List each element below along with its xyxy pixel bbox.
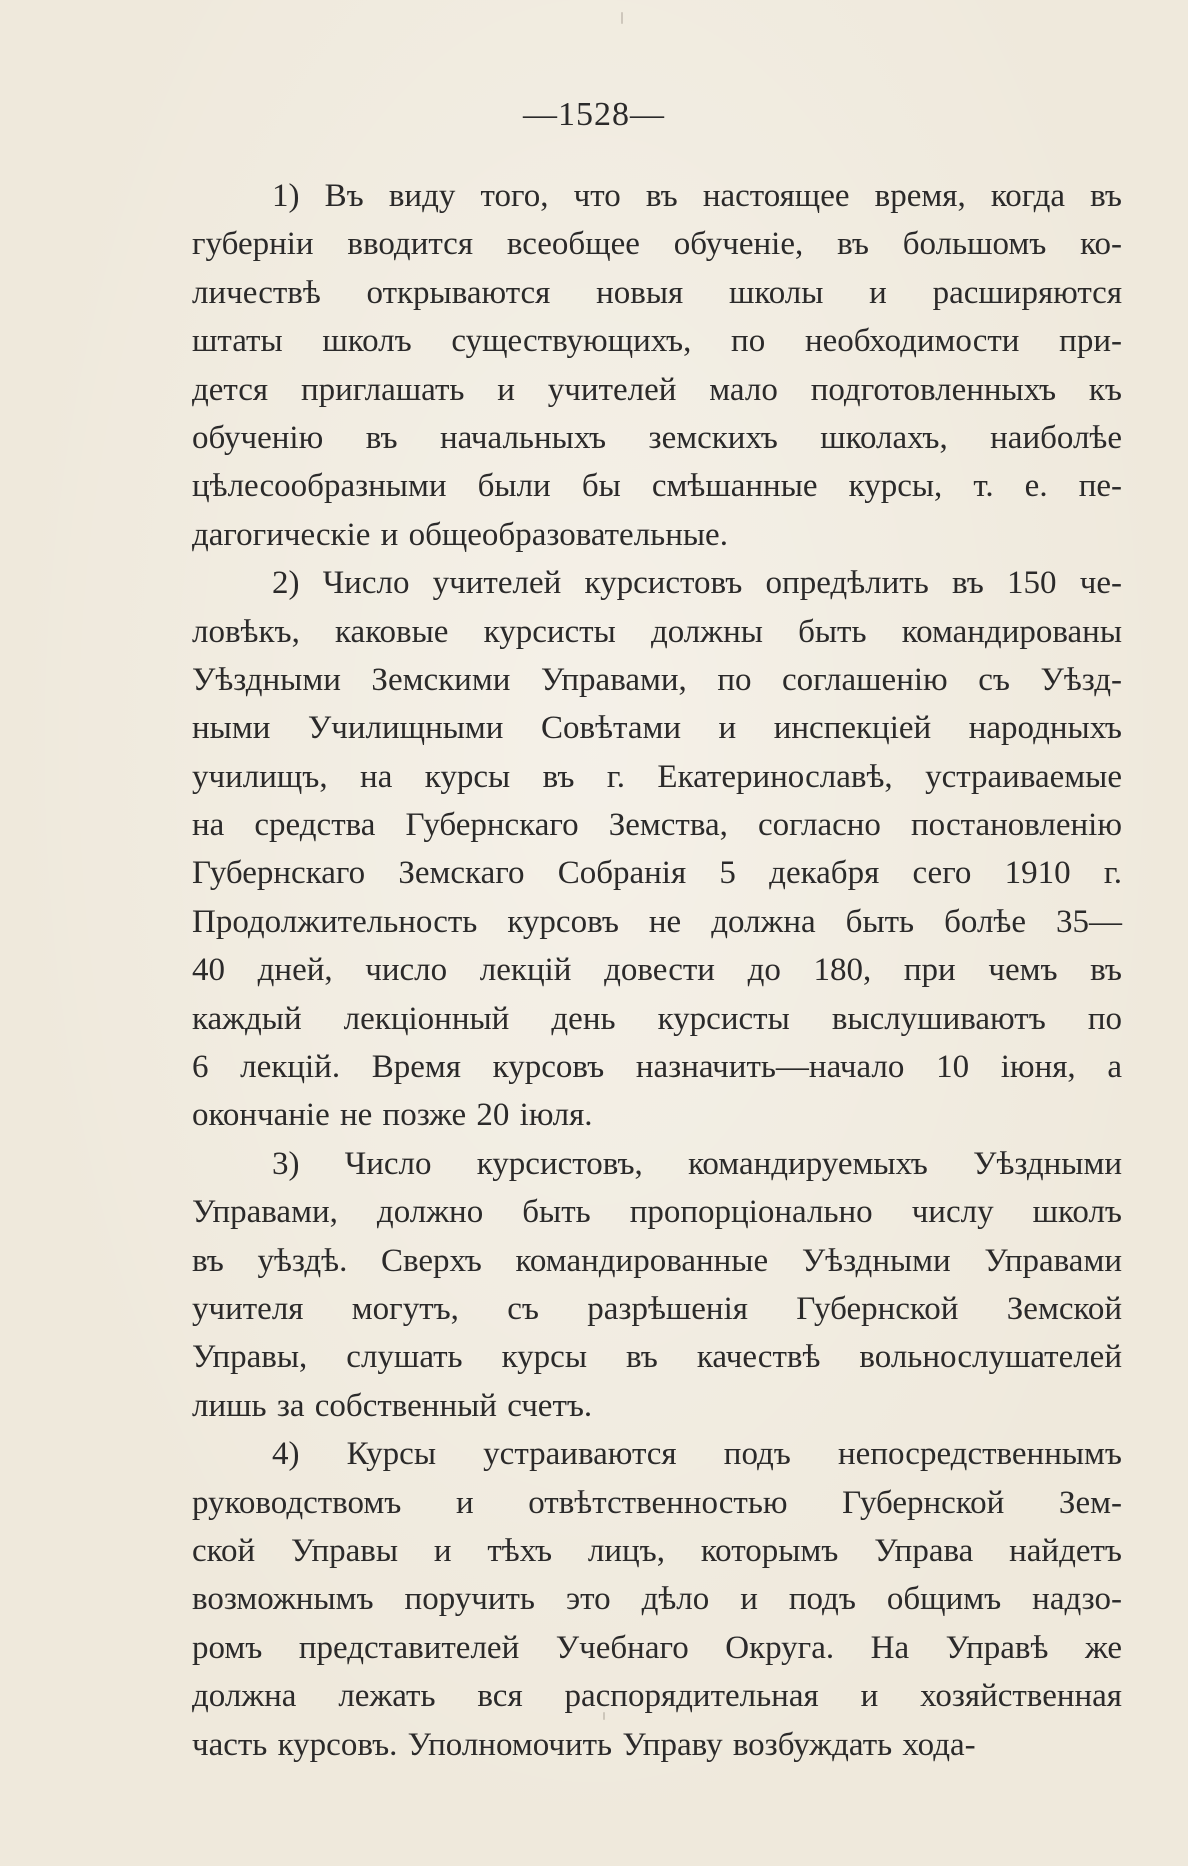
- text-line: Уѣздными Земскими Управами, по соглашенію съ Уѣзд-: [192, 661, 1122, 698]
- text-line: Управы, слушать курсы въ качествѣ вольнослушателей: [192, 1339, 1122, 1376]
- text-line: должна лежать вся распорядительная и хозяйственная: [192, 1678, 1122, 1715]
- text-line: лишь за собственный счетъ.: [192, 1387, 593, 1424]
- text-line: часть курсовъ. Уполномочить Управу возбуждать хода-: [192, 1726, 976, 1763]
- text-line: училищъ, на курсы въ г. Екатеринославѣ, устраиваемые: [192, 758, 1122, 795]
- text-line: ской Управы и тѣхъ лицъ, которымъ Управа найдетъ: [192, 1532, 1122, 1569]
- text-line: Продолжительность курсовъ не должна быть болѣе 35—: [192, 903, 1122, 940]
- text-line: дагогическіе и общеобразовательные.: [192, 516, 728, 553]
- text-line: Губернскаго Земскаго Собранія 5 декабря сего 1910 г.: [192, 855, 1122, 892]
- text-line: губерніи вводится всеобщее обученіе, въ большомъ ко-: [192, 226, 1122, 263]
- text-line: дется приглашать и учителей мало подготовленныхъ къ: [192, 371, 1122, 408]
- text-line: 1) Въ виду того, что въ настоящее время, когда въ: [272, 178, 1122, 214]
- text-line: Управами, должно быть пропорціонально числу школъ: [192, 1194, 1122, 1231]
- text-line: ромъ представителей Учебнаго Округа. На Управѣ же: [192, 1629, 1122, 1666]
- text-line: 40 дней, число лекцій довести до 180, при чемъ въ: [192, 952, 1122, 989]
- text-line: 6 лекцій. Время курсовъ назначить—начало 10 іюня, а: [192, 1049, 1122, 1086]
- text-line: 4) Курсы устраиваются подъ непосредственнымъ: [272, 1436, 1122, 1473]
- text-line: 3) Число курсистовъ, командируемыхъ Уѣздными: [272, 1145, 1122, 1182]
- text-line: окончаніе не позже 20 іюля.: [192, 1097, 593, 1134]
- text-line: учителя могутъ, съ разрѣшенія Губернской Земской: [192, 1290, 1122, 1327]
- body-text: [192, 172, 1122, 1769]
- text-line: личествѣ открываются новыя школы и расширяются: [192, 274, 1122, 311]
- text-line: на средства Губернскаго Земства, согласно постановленію: [192, 807, 1122, 844]
- paper-speck: [621, 12, 623, 24]
- text-line: руководствомъ и отвѣтственностью Губернской Зем-: [192, 1484, 1122, 1521]
- text-line: 2) Число учителей курсистовъ опредѣлить въ 150 че-: [272, 565, 1122, 602]
- text-line: возможнымъ поручить это дѣло и подъ общимъ надзо-: [192, 1581, 1122, 1618]
- text-line: штаты школъ существующихъ, по необходимости при-: [192, 323, 1122, 360]
- text-line: обученію въ начальныхъ земскихъ школахъ, наиболѣе: [192, 419, 1122, 456]
- text-line: въ уѣздѣ. Сверхъ командированные Уѣздными Управами: [192, 1242, 1122, 1279]
- text-line: цѣлесообразными были бы смѣшанные курсы, т. е. пе-: [192, 468, 1122, 505]
- text-line: ловѣкъ, каковые курсисты должны быть командированы: [192, 613, 1122, 650]
- text-line: каждый лекціонный день курсисты выслушиваютъ по: [192, 1000, 1122, 1037]
- text-line: ными Училищными Совѣтами и инспекціей народныхъ: [192, 710, 1122, 747]
- page-number: —1528—: [523, 96, 665, 133]
